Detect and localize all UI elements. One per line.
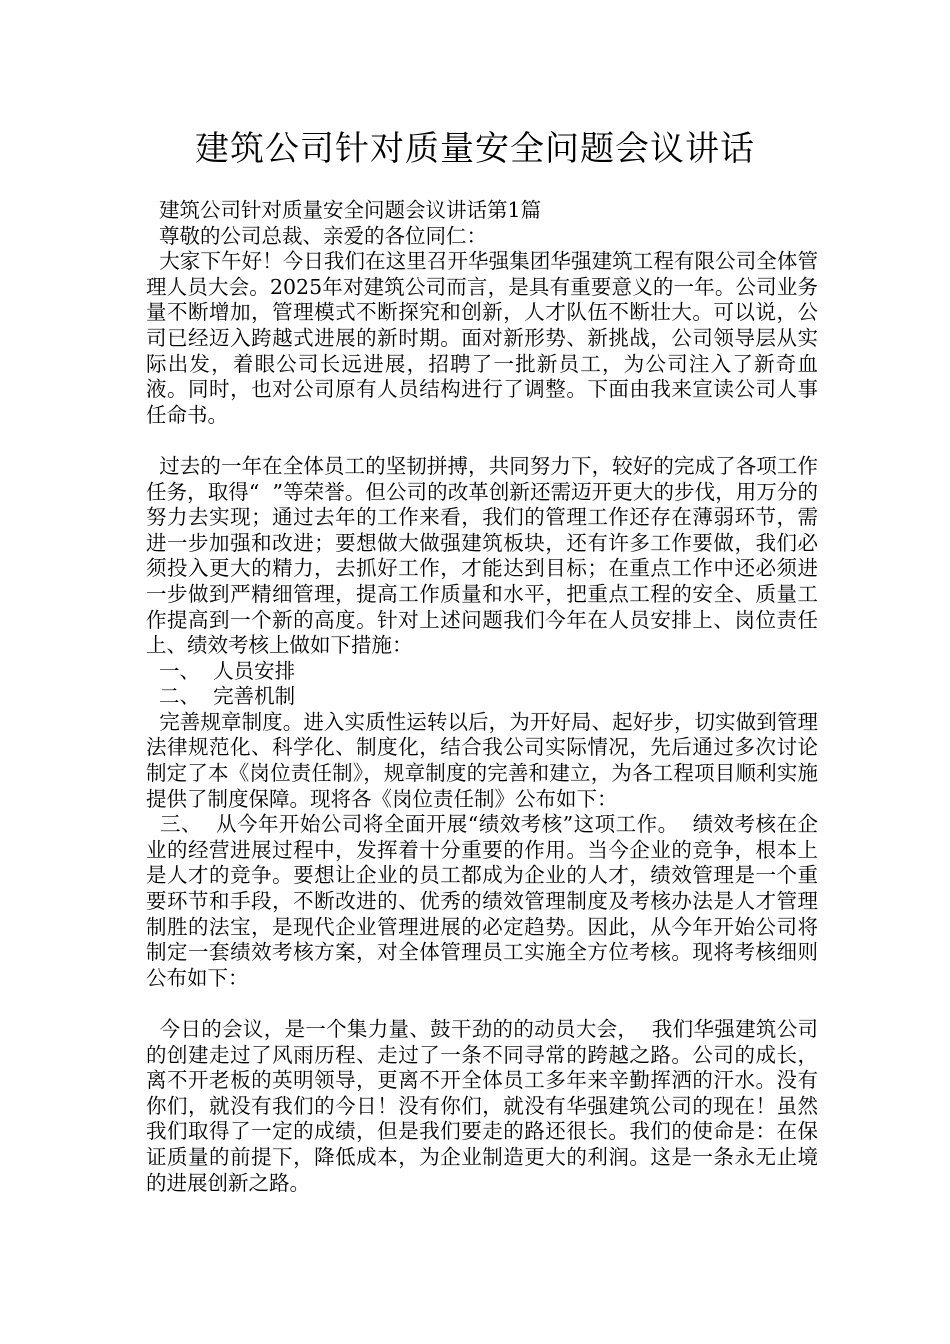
paragraph-gap xyxy=(146,991,818,1017)
paragraph-closing: 今日的会议，是一个集力量、鼓干劲的的动员大会， 我们华强建筑公司的创建走过了风雨历程、走过了一条不同寻常的跨越之路。公司的成长，离不开老板的英明领导，更离不开全体员工多年来辛勤挥洒的汗水。没有你们，就没有我们的今日！没有你们，就没有华强建筑公司的现在！虽然我们取得了一定的成绩，但是我们要走的路还很长。我们的使命是：在保证质量的前提下，降低成本，为企业制造更大的利润。这是一条永无止境的进展创新之路。 xyxy=(146,1017,818,1195)
paragraph-regulations: 完善规章制度。进入实质性运转以后，为开好局、起好步，切实做到管理法律规范化、科学化、制度化，结合我公司实际情况，先后通过多次讨论制定了本《岗位责任制》，规章制度的完善和建立，为各工程项目顺利实施提供了制度保障。现将各《岗位责任制》公布如下： xyxy=(146,709,818,811)
paragraph-review: 过去的一年在全体员工的坚韧拼搏，共同努力下，较好的完成了各项工作任务，取得“ ”等荣誉。但公司的改革创新还需迈开更大的步伐，用万分的努力去实现；通过去年的工作来看，我们的管理工作还存在薄弱环节，需进一步加强和改进；要想做大做强建筑板块，还有许多工作要做，我们必须投入更大的精力，去抓好工作，才能达到目标；在重点工作中还必须进一步做到严精细管理，提高工作质量和水平，把重点工程的安全、质量工作提高到一个新的高度。针对上述问题我们今年在人员安排上、岗位责任上、绩效考核上做如下措施： xyxy=(146,453,818,658)
section-heading: 建筑公司针对质量安全问题会议讲话第1篇 xyxy=(146,198,542,222)
list-item-performance: 三、 从今年开始公司将全面开展“绩效考核”这项工作。 绩效考核在企业的经营进展过程中，发挥着十分重要的作用。当今企业的竞争，根本上是人才的竞争。要想让企业的员工都成为企业的人才，绩效管理是一个重要环节和手段，不断改进的、优秀的绩效管理制度及考核办法是人才管理制胜的法宝，是现代企业管理进展的必定趋势。因此，从今年开始公司将制定一套绩效考核方案，对全体管理员工实施全方位考核。现将考核细则公布如下： xyxy=(146,812,818,990)
salutation: 尊敬的公司总裁、亲爱的各位同仁： xyxy=(146,223,488,248)
list-item-staffing: 一、 人员安排 xyxy=(146,658,296,683)
document-body xyxy=(146,198,818,1196)
paragraph-gap xyxy=(146,428,818,454)
paragraph-opening: 大家下午好！今日我们在这里召开华强集团华强建筑工程有限公司全体管理人员大会。2025年对建筑公司而言，是具有重要意义的一年。公司业务量不断增加，管理模式不断探究和创新，人才队伍不断壮大。可以说，公司已经迈入跨越式进展的新时期。面对新形势、新挑战，公司领导层从实际出发，着眼公司长远进展，招聘了一批新员工，为公司注入了新奇血液。同时，也对公司原有人员结构进行了调整。下面由我来宣读公司人事任命书。 xyxy=(146,249,818,427)
document-title: 建筑公司针对质量安全问题会议讲话 xyxy=(195,129,755,169)
list-item-mechanism: 二、 完善机制 xyxy=(146,684,296,709)
